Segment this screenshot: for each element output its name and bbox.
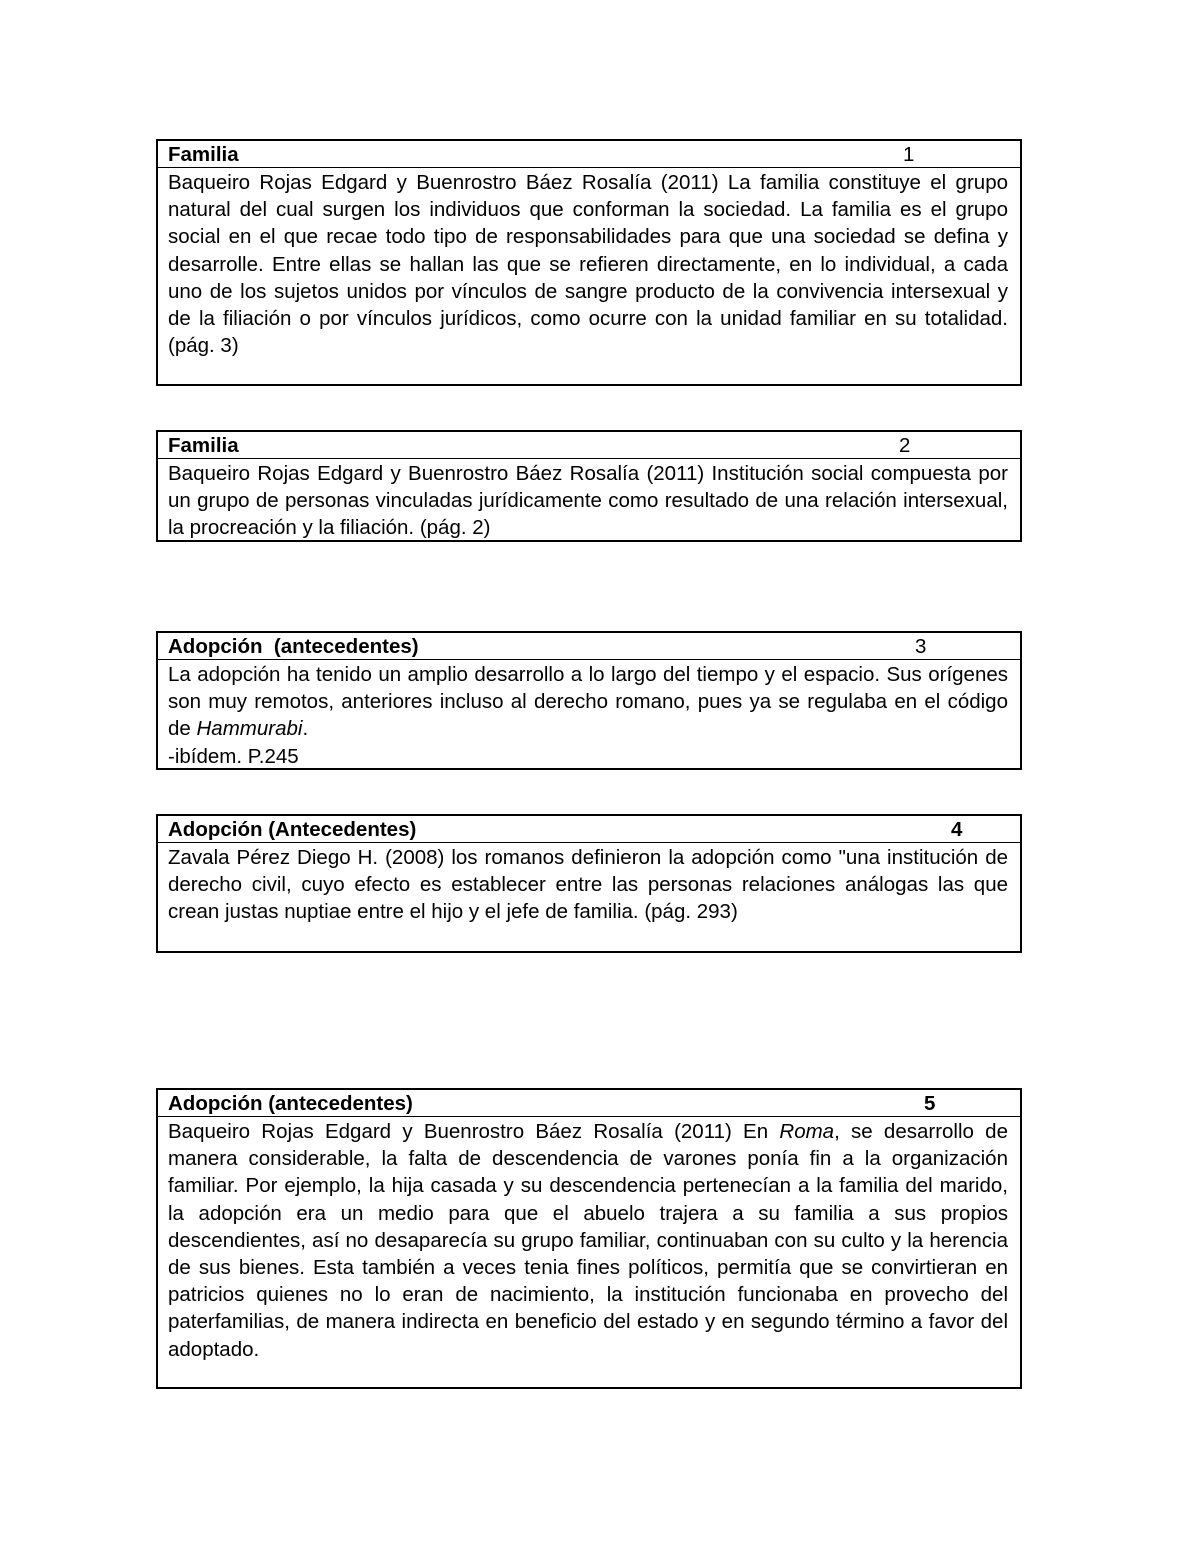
note-card-1: [156, 139, 1022, 386]
card-body: [158, 1117, 1020, 1363]
card-title: Adopción (Antecedentes): [168, 818, 417, 841]
note-card-2: [156, 430, 1022, 542]
card-header: [158, 633, 1020, 660]
card-number: 3: [915, 635, 927, 658]
card-number: 1: [903, 143, 915, 166]
note-card-3: [156, 631, 1022, 770]
card-number: 4: [951, 818, 963, 841]
card-title: Adopción (antecedentes): [168, 1092, 413, 1115]
card-text: Baqueiro Rojas Edgard y Buenrostro Báez Rosalía (2011) Institución social compuesta por un grupo de personas vinculadas jurídicamente como resultado de una relación intersexual, la procreación y la filiación. (pág. 2): [168, 462, 1008, 540]
card-header: [158, 1090, 1020, 1117]
card-title: Adopción (antecedentes): [168, 635, 419, 658]
card-text: La adopción ha tenido un amplio desarrollo a lo largo del tiempo y el espacio. Sus orígenes son muy remotos, anteriores incluso al derecho romano, pues ya se regulaba en el código de Hammurabi.: [168, 663, 1008, 741]
card-title: Familia: [168, 143, 239, 166]
card-text: Zavala Pérez Diego H. (2008) los romanos definieron la adopción como "una institución de derecho civil, cuyo efecto es establecer entre las personas relaciones análogas las que crean justas nuptiae entre el hijo y el jefe de familia. (pág. 293): [168, 846, 1008, 924]
card-body: [158, 459, 1020, 542]
card-header: [158, 141, 1020, 168]
card-body: [158, 168, 1020, 359]
note-card-5: [156, 1088, 1022, 1389]
card-number: 2: [899, 434, 911, 457]
card-body: [158, 660, 1020, 770]
card-header: [158, 432, 1020, 459]
card-text-italic: Hammurabi: [196, 717, 303, 741]
card-header: [158, 816, 1020, 843]
card-number: 5: [924, 1092, 936, 1115]
card-note: -ibídem. P.245: [168, 744, 299, 768]
card-title: Familia: [168, 434, 239, 457]
note-card-4: [156, 814, 1022, 953]
card-body: [158, 843, 1020, 926]
card-text-italic: Roma: [779, 1120, 835, 1143]
card-text: Baqueiro Rojas Edgard y Buenrostro Báez Rosalía (2011) La familia constituye el grupo natural del cual surgen los individuos que conforman la sociedad. La familia es el grupo social en el que recae todo tipo de responsabilidades para que una sociedad se defina y desarrolle. Entre ellas se hallan las que se refieren directamente, en lo individual, a cada uno de los sujetos unidos por vínculos de sangre producto de la convivencia intersexual y de la filiación o por vínculos jurídicos, como ocurre con la unidad familiar en su totalidad. (pág. 3): [168, 171, 1008, 358]
card-text: Baqueiro Rojas Edgard y Buenrostro Báez Rosalía (2011) En Roma, se desarrollo de manera considerable, la falta de descendencia de varones ponía fin a la organización familiar. Por ejemplo, la hija casada y su descendencia pertenecían a la familia del marido, la adopción era un medio para que el abuelo trajera a su familia a sus propios descendientes, así no desaparecía su grupo familiar, continuaban con su culto y la herencia de sus bienes. Esta también a veces tenia fines políticos, permitía que se convirtieran en patricios quienes no lo eran de nacimiento, la institución funcionaba en provecho del paterfamilias, de manera indirecta en beneficio del estado y en segundo término a favor del adoptado.: [168, 1120, 1008, 1361]
